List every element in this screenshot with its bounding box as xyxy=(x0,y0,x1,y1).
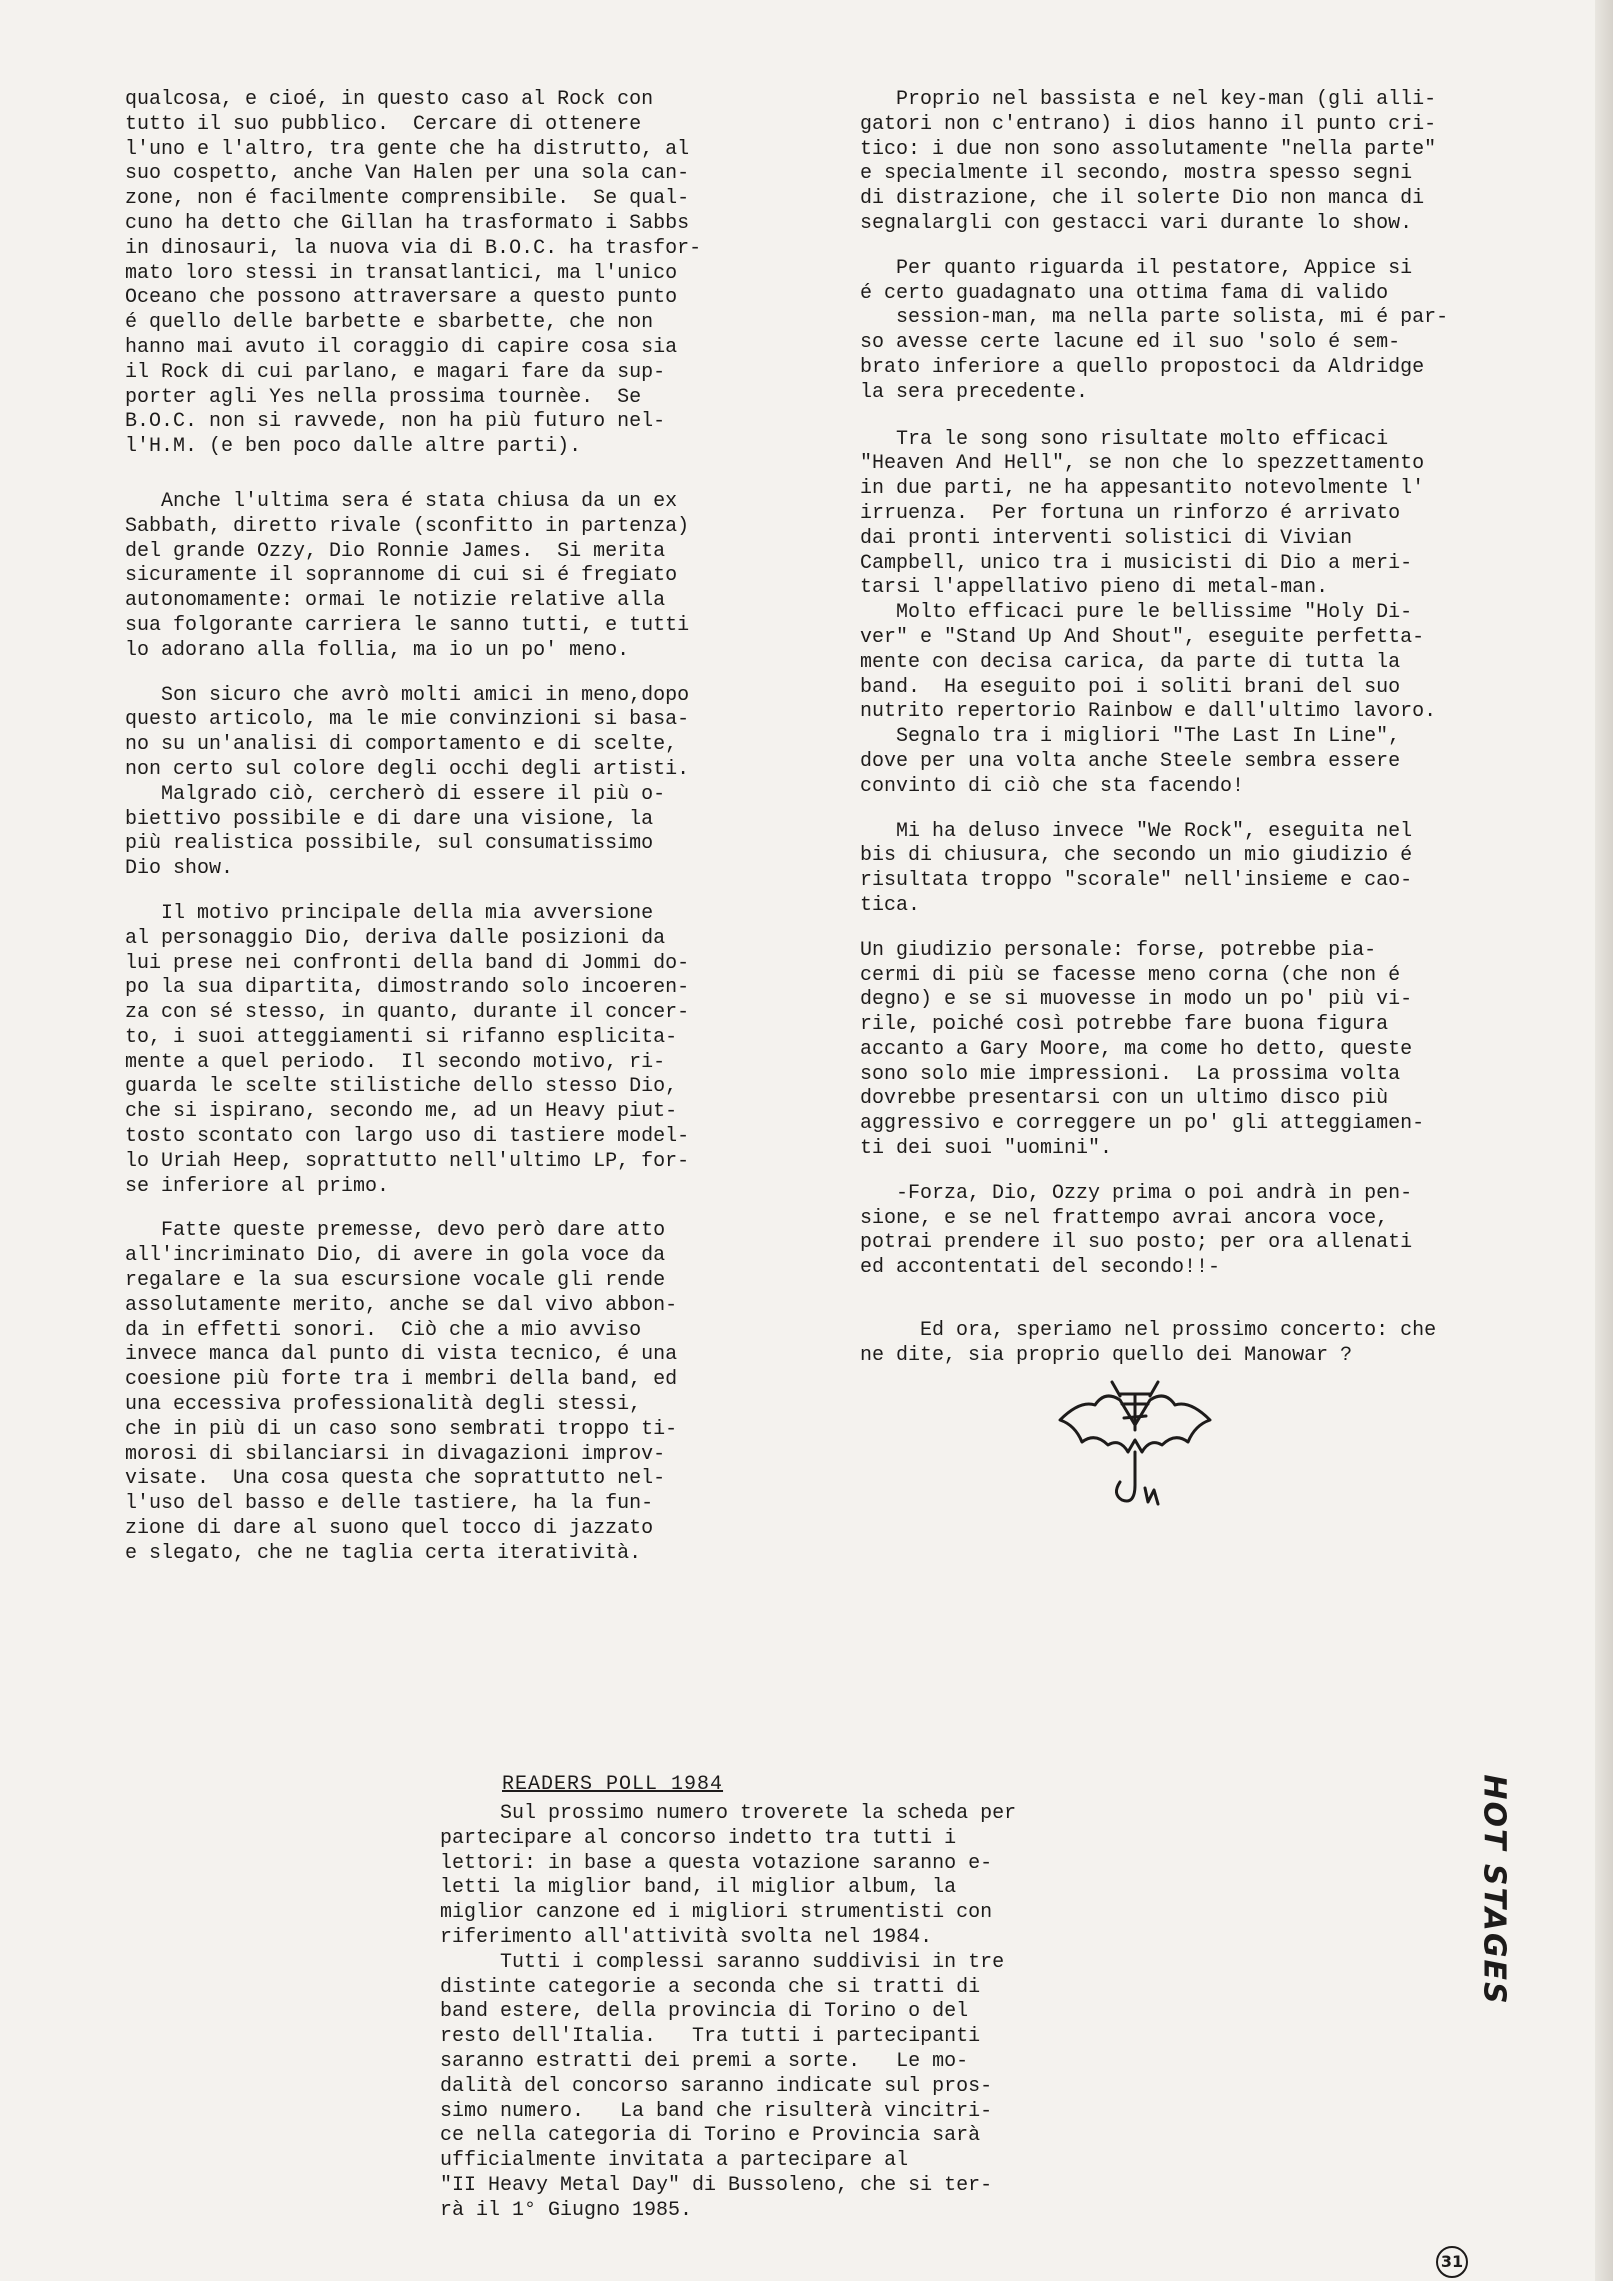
article-paragraph: Tra le song sono risultate molto efficaci "Heaven And Hell", se non che lo spezzettamento in due parti, ne ha appesantito notevolmente l' irruenza. Per fortuna un rinforzo é arrivato dai pronti interventi solistici di Vivian Campbell, unico tra i musicisti di Dio a meri- tarsi l'appellativo pieno di metal-man. Molto efficaci pure le bellissime "Holy Di- ver" e "Stand Up And Shout", eseguite perfetta- mente con decisa carica, da parte di tutta la band. Ha eseguito poi i soliti brani del suo nutrito repertorio Rainbow e dall'ultimo lavoro. Segnalo tra i migliori "The Last In Line", dove per una volta anche Steele sembra essere convinto di ciò che sta facendo! xyxy=(860,427,1437,798)
bat-signature-drawing xyxy=(1050,1370,1220,1530)
section-side-label xyxy=(1458,1774,1530,2006)
right-column xyxy=(860,88,1500,1369)
article-paragraph: Anche l'ultima sera é stata chiusa da un ex Sabbath, diretto rivale (sconfitto in partenza) del grande Ozzy, Dio Ronnie James. Si merita sicuramente il soprannome di cui si é fregiato autonomamente: ormai le notizie relative alla sua folgorante carriera le sanno tutti, e tutti lo adorano alla follia, ma io un po' meno. xyxy=(125,489,690,662)
article-paragraph: Per quanto riguarda il pestatore, Appice si é certo guadagnato una ottima fama di valido session-man, ma nella parte solista, mi é par- so avesse certe lacune ed il suo 'solo é sem- brato inferiore a quello propostoci da Aldridge la sera precedente. xyxy=(860,256,1449,404)
article-paragraph: Proprio nel bassista e nel key-man (gli alli- gatori non c'entrano) i dios hanno il punto cri- tico: i due non sono assolutamente "nella parte" e specialmente il secondo, mostra spesso segni di distrazione, che il solerte Dio non manca di segnalargli con gestacci vari durante lo show. xyxy=(860,88,1437,235)
article-paragraph: Mi ha deluso invece "We Rock", eseguita nel bis di chiusura, che secondo un mio giudizio é risultata troppo "scorale" nell'insieme e cao- tica. xyxy=(860,819,1413,917)
article-paragraph: Fatte queste premesse, devo però dare atto all'incriminato Dio, di avere in gola voce da regalare e la sua escursione vocale gli rende assolutamente merito, anche se dal vivo abbon- da in effetti sonori. Ciò che a mio avviso invece manca dal punto di vista tecnico, é una coesione più forte tra i membri della band, ed una eccessiva professionalità degli stessi, che in più di un caso sono sembrati troppo ti- morosi di sbilanciarsi in divagazioni improv- visate. Una cosa questa che soprattutto nel- l'uso del basso e delle tastiere, ha la fun- zione di dare al suono quel tocco di jazzato e slegato, che ne taglia certa iteratività. xyxy=(125,1219,678,1565)
article-paragraph: qualcosa, e cioé, in questo caso al Rock con tutto il suo pubblico. Cercare di ottenere l'uno e l'altro, tra gente che ha distrutto, al suo cospetto, anche Van Halen per una sola can- zone, non é facilmente comprensibile. Se qual- cuno ha detto che Gillan ha trasformato i Sabbs in dinosauri, la nuova via di B.O.C. ha trasfor- mato loro stessi in transatlantici, ma l'unico Oceano che possono attraversare a questo punto é quello delle barbette e sbarbette, che non hanno mai avuto il coraggio di capire cosa sia il Rock di cui parlano, e magari fare da sup- porter agli Yes nella prossima tournèe. Se B.O.C. non si ravvede, non ha più futuro nel- l'H.M. (e ben poco dalle altre parti). xyxy=(125,88,702,459)
readers-poll-section xyxy=(440,1772,1140,2224)
page-edge xyxy=(1595,0,1613,2281)
page-number: 31 xyxy=(1436,2246,1468,2278)
side-label-text: HOT STAGES xyxy=(1476,1774,1512,2006)
article-paragraph: Un giudizio personale: forse, potrebbe pia- cermi di più se facesse meno corna (che non é degno) e se si muovesse in modo un po' più vi- rile, poiché così potrebbe fare buona figura accanto a Gary Moore, ma come ho detto, queste sono solo mie impressioni. La prossima volta dovrebbe presentarsi con un ultimo disco più aggressivo e correggere un po' gli atteggiamen- ti dei suoi "uomini". xyxy=(860,938,1425,1161)
closing-paragraph: Ed ora, speriamo nel prossimo concerto: che ne dite, sia proprio quello dei Manowar ? xyxy=(860,1319,1437,1367)
readers-poll-title: READERS POLL 1984 xyxy=(502,1773,724,1796)
left-column xyxy=(125,88,775,1567)
article-paragraph: -Forza, Dio, Ozzy prima o poi andrà in pen- sione, e se nel frattempo avrai ancora voce, potrai prendere il suo posto; per ora allenati ed accontentati del secondo!!- xyxy=(860,1181,1413,1280)
article-paragraph: Il motivo principale della mia avversione al personaggio Dio, deriva dalle posizioni da lui prese nei confronti della band di Jommi do- po la sua dipartita, dimostrando solo incoeren- za con sé stesso, in quanto, durante il concer- to, i suoi atteggiamenti si rifanno esplicita- mente a quel periodo. Il secondo motivo, ri- guarda le scelte stilistiche dello stesso Dio, che si ispirano, secondo me, ad un Heavy piut- tosto scontato con largo uso di tastiere model- lo Uriah Heep, soprattutto nell'ultimo LP, for- se inferiore al primo. xyxy=(125,901,690,1198)
article-paragraph: Son sicuro che avrò molti amici in meno,dopo questo articolo, ma le mie convinzioni si basa- no su un'analisi di comportamento e di scelte, non certo sul colore degli occhi degli artisti. Malgrado ciò, cercherò di essere il più o- biettivo possibile e di dare una visione, la più realistica possibile, sul consumatissimo Dio show. xyxy=(125,683,690,881)
readers-poll-body: Sul prossimo numero troverete la scheda per partecipare al concorso indetto tra tutti i lettori: in base a questa votazione saranno e- letti la miglior band, il miglior album, la miglior canzone ed i migliori strumentisti con riferimento all'attività svolta nel 1984. Tutti i complessi saranno suddivisi in tre distinte categorie a seconda che si tratti di band estere, della provincia di Torino o del resto dell'Italia. Tra tutti i partecipanti saranno estratti dei premi a sorte. Le mo- dalità del concorso saranno indicate sul pros- simo numero. La band che risulterà vincitri- ce nella categoria di Torino e Provincia sarà ufficialmente invitata a partecipare al "II Heavy Metal Day" di Bussoleno, che si ter- rà il 1° Giugno 1985. xyxy=(440,1802,1017,2222)
